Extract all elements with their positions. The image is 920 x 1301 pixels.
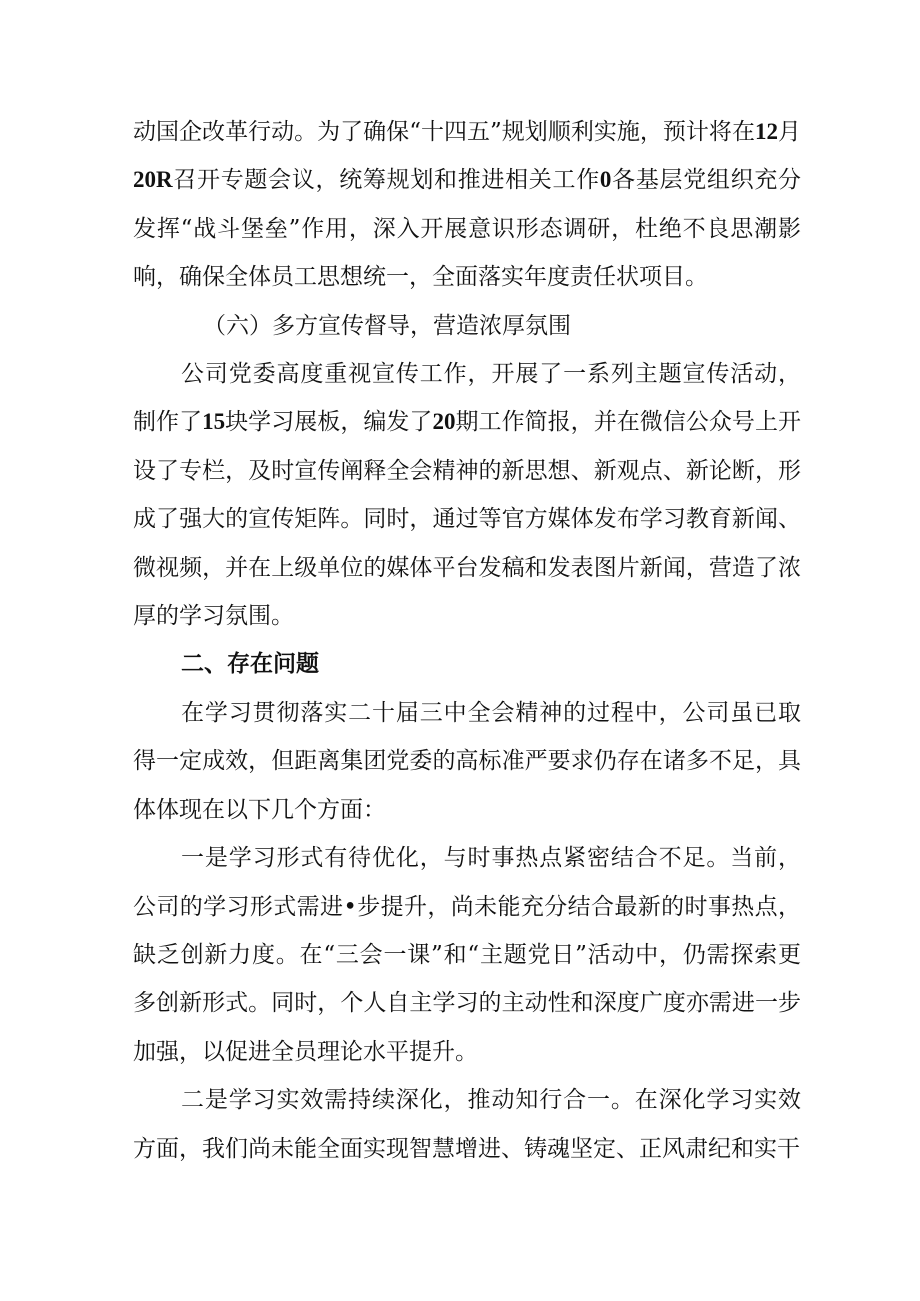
number-boards: 15: [202, 409, 226, 435]
paragraph-problem-two: 二是学习实效需持续深化，推动知行合一。在深化学习实效方面，我们尚未能全面实现智慧增进、铸魂坚定、正风肃纪和实干: [133, 1087, 801, 1162]
text-run: 月: [777, 119, 802, 145]
paragraph-publicity: [133, 350, 801, 640]
text-run: 各基层党组织充分发挥“战斗堡垒”作用，深入开展意识形态调研，杜绝不良思潮影响，确保全体员工思想统一，全面落实年度责任状项目。: [133, 167, 802, 291]
text-run: 召开专题会议，统筹规划和推进相关工作: [172, 167, 600, 194]
text-run: 动国企改革行动。为了确保“十四五”规划顺利实施，预计将在: [133, 119, 755, 145]
number-zero: 0: [599, 167, 612, 193]
text-run: 公司党委高度重视宣传工作，开展了一系列主题宣传活动，制作了: [133, 361, 801, 436]
paragraph-problems-intro: 在学习贯彻落实二十届三中全会精神的过程中，公司虽已取得一定成效，但距离集团党委的高标准严要求仍存在诸多不足，具体体现在以下几个方面：: [133, 699, 801, 823]
text-run: 块学习展板，编发了: [225, 409, 433, 436]
document-body: [133, 108, 801, 1173]
paragraph-reform-action: [133, 108, 801, 302]
number-briefings: 20: [432, 409, 456, 435]
subheading-publicity: （六）多方宣传督导，营造浓厚氛围: [203, 312, 571, 339]
number-day: 20R: [133, 167, 173, 193]
paragraph-problem-one: 一是学习形式有待优化，与时事热点紧密结合不足。当前，公司的学习形式需进•步提升，尚未能充分结合最新的时事热点，缺乏创新力度。在“三会一课”和“主题党日”活动中，仍需探索更多创新形式。同时，个人自主学习的主动性和深度广度亦需进一步加强，以促进全员理论水平提升。: [133, 845, 801, 1065]
text-run: 期工作简报，并在微信公众号上开设了专栏，及时宣传阐释全会精神的新思想、新观点、新论断，形成了强大的宣传矩阵。同时，通过等官方媒体发布学习教育新闻、微视频，并在上级单位的媒体平台发稿和发表图片新闻，营造了浓厚的学习氛围。: [133, 409, 802, 630]
section-heading-problems: 二、存在问题: [181, 651, 319, 678]
number-month: 12: [754, 119, 778, 144]
